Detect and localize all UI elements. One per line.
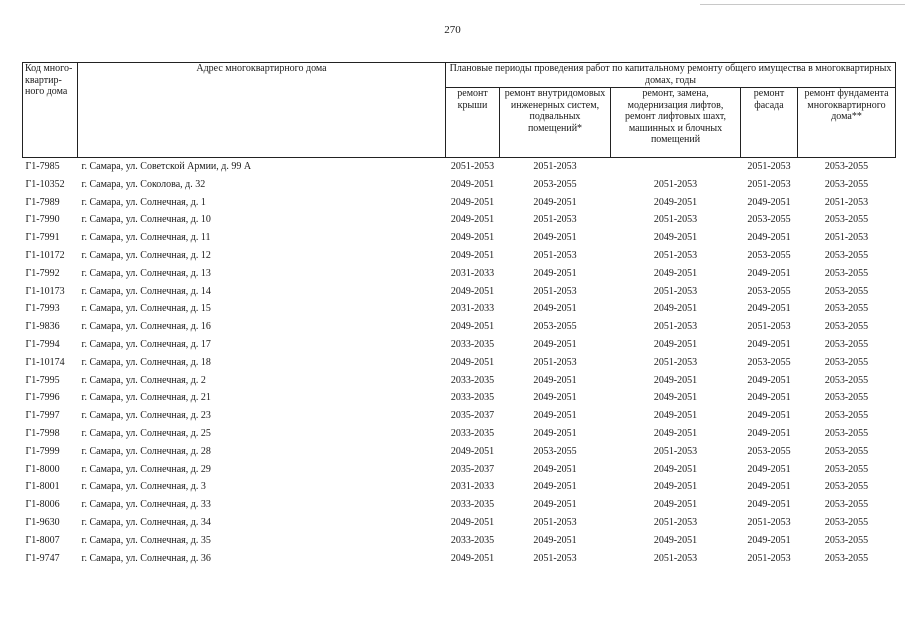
cell-foundation: 2053-2055 — [824, 214, 869, 226]
table-row — [23, 247, 896, 265]
cell-elevator: 2051-2053 — [653, 516, 698, 528]
cell-elevator: 2049-2051 — [653, 427, 698, 439]
cell-code: Г1-8007 — [25, 534, 60, 546]
cell-address: г. Самара, ул. Солнечная, д. 12 — [81, 249, 211, 261]
cell-foundation: 2053-2055 — [824, 303, 869, 315]
cell-engineering: 2049-2051 — [533, 481, 577, 493]
cell-facade: 2049-2051 — [747, 232, 791, 244]
cell-address: г. Самара, ул. Солнечная, д. 36 — [81, 552, 211, 564]
cell-foundation: 2053-2055 — [824, 410, 869, 422]
header-periods: Плановые периоды проведения работ по капитальному ремонту общего имущества в многоквартирных домах, годы — [446, 63, 896, 88]
header-engineering: ремонт внутридомовых инженерных систем, подвальных помещений* — [500, 88, 611, 158]
cell-elevator: 2049-2051 — [653, 267, 698, 279]
cell-foundation: 2053-2055 — [824, 249, 869, 261]
cell-code: Г1-7994 — [25, 338, 60, 350]
cell-facade: 2053-2055 — [747, 356, 791, 368]
cell-address: г. Самара, ул. Солнечная, д. 29 — [81, 463, 211, 475]
cell-elevator: 2051-2053 — [653, 445, 698, 457]
cell-elevator: 2051-2053 — [653, 214, 698, 226]
header-address: Адрес многоквартирного дома — [78, 63, 446, 158]
table-row — [23, 158, 896, 176]
cell-engineering: 2049-2051 — [533, 392, 577, 404]
header-code: Код много-квартир-ного дома — [23, 63, 78, 158]
table-row — [23, 300, 896, 318]
header-roof: ремонт крыши — [446, 88, 500, 158]
table-row — [23, 211, 896, 229]
cell-facade: 2049-2051 — [747, 481, 791, 493]
table-row — [23, 407, 896, 425]
table-row — [23, 514, 896, 532]
cell-elevator: 2051-2053 — [653, 285, 698, 297]
cell-facade: 2053-2055 — [747, 285, 791, 297]
cell-elevator: 2049-2051 — [653, 463, 698, 475]
cell-address: г. Самара, ул. Советской Армии, д. 99 А — [81, 161, 252, 172]
cell-roof: 2035-2037 — [450, 410, 495, 422]
table-row — [23, 229, 896, 247]
cell-engineering: 2049-2051 — [533, 410, 577, 422]
table-row — [23, 425, 896, 443]
cell-code: Г1-8000 — [25, 463, 60, 475]
scan-edge-line — [700, 4, 905, 5]
cell-foundation: 2053-2055 — [824, 516, 869, 528]
cell-elevator: 2049-2051 — [653, 392, 698, 404]
cell-elevator: 2051-2053 — [653, 249, 698, 261]
cell-roof: 2049-2051 — [450, 214, 495, 226]
cell-facade: 2053-2055 — [747, 445, 791, 457]
cell-address: г. Самара, ул. Солнечная, д. 28 — [81, 445, 211, 457]
cell-foundation: 2053-2055 — [824, 178, 869, 190]
cell-address: г. Самара, ул. Солнечная, д. 33 — [81, 499, 211, 511]
cell-foundation: 2053-2055 — [824, 445, 869, 457]
cell-code: Г1-7992 — [25, 267, 60, 279]
cell-foundation: 2053-2055 — [824, 552, 869, 564]
cell-address: г. Самара, ул. Солнечная, д. 17 — [81, 338, 211, 350]
cell-elevator: 2051-2053 — [653, 178, 698, 190]
table-header — [23, 63, 896, 158]
cell-roof: 2051-2053 — [450, 161, 495, 172]
cell-engineering: 2051-2053 — [533, 552, 577, 564]
cell-engineering: 2049-2051 — [533, 534, 577, 546]
cell-foundation: 2053-2055 — [824, 534, 869, 546]
cell-address: г. Самара, ул. Солнечная, д. 10 — [81, 214, 211, 226]
cell-elevator: 2049-2051 — [653, 196, 698, 208]
cell-facade: 2051-2053 — [747, 161, 791, 172]
table-row — [23, 532, 896, 550]
cell-code: Г1-7989 — [25, 196, 60, 208]
cell-foundation: 2053-2055 — [824, 427, 869, 439]
cell-roof: 2049-2051 — [450, 516, 495, 528]
repair-schedule-table — [22, 62, 896, 567]
cell-roof: 2031-2033 — [450, 267, 495, 279]
cell-engineering: 2051-2053 — [533, 214, 577, 226]
cell-engineering: 2049-2051 — [533, 303, 577, 315]
cell-facade: 2051-2053 — [747, 321, 791, 333]
cell-roof: 2033-2035 — [450, 392, 495, 404]
cell-foundation: 2051-2053 — [824, 232, 869, 244]
cell-code: Г1-7985 — [25, 161, 60, 172]
cell-code: Г1-7991 — [25, 232, 60, 244]
cell-roof: 2033-2035 — [450, 499, 495, 511]
cell-facade: 2051-2053 — [747, 178, 791, 190]
cell-address: г. Самара, ул. Солнечная, д. 34 — [81, 516, 211, 528]
cell-facade: 2049-2051 — [747, 427, 791, 439]
cell-code: Г1-9836 — [25, 321, 60, 333]
cell-facade: 2049-2051 — [747, 267, 791, 279]
cell-code: Г1-7999 — [25, 445, 60, 457]
table-row — [23, 318, 896, 336]
table-row — [23, 372, 896, 390]
cell-elevator: 2049-2051 — [653, 534, 698, 546]
cell-code: Г1-10172 — [25, 249, 65, 261]
cell-roof: 2049-2051 — [450, 196, 495, 208]
cell-elevator: 2049-2051 — [653, 499, 698, 511]
cell-roof: 2049-2051 — [450, 356, 495, 368]
table-row — [23, 478, 896, 496]
cell-foundation: 2053-2055 — [824, 161, 869, 172]
cell-engineering: 2053-2055 — [533, 178, 577, 190]
table-row — [23, 461, 896, 479]
cell-facade: 2049-2051 — [747, 303, 791, 315]
cell-code: Г1-8001 — [25, 481, 60, 493]
cell-foundation: 2053-2055 — [824, 392, 869, 404]
table-row — [23, 194, 896, 212]
cell-code: Г1-10173 — [25, 285, 65, 297]
cell-code: Г1-7998 — [25, 427, 60, 439]
cell-address: г. Самара, ул. Солнечная, д. 14 — [81, 285, 211, 297]
cell-code: Г1-9630 — [25, 516, 60, 528]
cell-elevator: 2051-2053 — [653, 321, 698, 333]
table-row — [23, 336, 896, 354]
page-number: 270 — [444, 24, 461, 36]
cell-elevator: 2049-2051 — [653, 481, 698, 493]
cell-engineering: 2049-2051 — [533, 427, 577, 439]
cell-elevator: 2049-2051 — [653, 338, 698, 350]
cell-address: г. Самара, ул. Солнечная, д. 15 — [81, 303, 211, 315]
cell-facade: 2051-2053 — [747, 552, 791, 564]
cell-address: г. Самара, ул. Солнечная, д. 11 — [81, 232, 211, 244]
cell-facade: 2049-2051 — [747, 338, 791, 350]
cell-engineering: 2049-2051 — [533, 196, 577, 208]
table-row — [23, 283, 896, 301]
cell-engineering: 2051-2053 — [533, 356, 577, 368]
cell-roof: 2049-2051 — [450, 178, 495, 190]
cell-foundation: 2053-2055 — [824, 499, 869, 511]
cell-code: Г1-9747 — [25, 552, 60, 564]
table-row — [23, 496, 896, 514]
cell-code: Г1-7997 — [25, 410, 60, 422]
cell-engineering: 2049-2051 — [533, 338, 577, 350]
cell-engineering: 2049-2051 — [533, 499, 577, 511]
cell-facade: 2053-2055 — [747, 249, 791, 261]
table-row — [23, 354, 896, 372]
cell-code: Г1-7995 — [25, 374, 60, 386]
cell-roof: 2049-2051 — [450, 321, 495, 333]
cell-roof: 2033-2035 — [450, 534, 495, 546]
cell-roof: 2033-2035 — [450, 374, 495, 386]
repair-schedule-table-wrap — [22, 62, 895, 567]
table-row — [23, 389, 896, 407]
cell-foundation: 2053-2055 — [824, 481, 869, 493]
cell-foundation: 2053-2055 — [824, 267, 869, 279]
cell-roof: 2031-2033 — [450, 481, 495, 493]
cell-address: г. Самара, ул. Солнечная, д. 2 — [81, 374, 206, 386]
cell-code: Г1-7993 — [25, 303, 60, 315]
cell-engineering: 2049-2051 — [533, 463, 577, 475]
cell-address: г. Самара, ул. Солнечная, д. 1 — [81, 196, 206, 208]
cell-roof: 2035-2037 — [450, 463, 495, 475]
cell-elevator — [611, 158, 741, 176]
header-facade: ремонт фасада — [741, 88, 798, 158]
cell-roof: 2049-2051 — [450, 285, 495, 297]
cell-engineering: 2051-2053 — [533, 249, 577, 261]
cell-roof: 2049-2051 — [450, 552, 495, 564]
cell-code: Г1-8006 — [25, 499, 60, 511]
cell-code: Г1-10352 — [25, 178, 65, 190]
cell-address: г. Самара, ул. Солнечная, д. 3 — [81, 481, 206, 493]
cell-code: Г1-10174 — [25, 356, 65, 368]
cell-engineering: 2049-2051 — [533, 267, 577, 279]
header-elevator: ремонт, замена, модернизация лифтов, ремонт лифтовых шахт, машинных и блочных помещений — [611, 88, 741, 158]
cell-address: г. Самара, ул. Солнечная, д. 21 — [81, 392, 211, 404]
cell-roof: 2049-2051 — [450, 445, 495, 457]
cell-address: г. Самара, ул. Солнечная, д. 18 — [81, 356, 211, 368]
cell-roof: 2049-2051 — [450, 232, 495, 244]
cell-facade: 2049-2051 — [747, 196, 791, 208]
cell-code: Г1-7996 — [25, 392, 60, 404]
table-body — [23, 158, 896, 568]
cell-roof: 2033-2035 — [450, 338, 495, 350]
table-row — [23, 550, 896, 568]
cell-foundation: 2053-2055 — [824, 321, 869, 333]
cell-roof: 2033-2035 — [450, 427, 495, 439]
cell-engineering: 2049-2051 — [533, 232, 577, 244]
cell-facade: 2049-2051 — [747, 374, 791, 386]
cell-facade: 2051-2053 — [747, 516, 791, 528]
cell-code: Г1-7990 — [25, 214, 60, 226]
cell-facade: 2049-2051 — [747, 499, 791, 511]
cell-roof: 2031-2033 — [450, 303, 495, 315]
cell-elevator: 2049-2051 — [653, 232, 698, 244]
cell-facade: 2049-2051 — [747, 392, 791, 404]
cell-elevator: 2049-2051 — [653, 303, 698, 315]
cell-engineering: 2051-2053 — [533, 161, 577, 172]
cell-foundation: 2053-2055 — [824, 463, 869, 475]
cell-engineering: 2051-2053 — [533, 516, 577, 528]
header-foundation: ремонт фундамента многоквартирного дома** — [798, 88, 896, 158]
cell-roof: 2049-2051 — [450, 249, 495, 261]
cell-elevator: 2049-2051 — [653, 374, 698, 386]
cell-engineering: 2053-2055 — [533, 321, 577, 333]
cell-address: г. Самара, ул. Солнечная, д. 23 — [81, 410, 211, 422]
cell-address: г. Самара, ул. Соколова, д. 32 — [81, 178, 206, 190]
cell-elevator: 2049-2051 — [653, 410, 698, 422]
cell-address: г. Самара, ул. Солнечная, д. 16 — [81, 321, 211, 333]
cell-address: г. Самара, ул. Солнечная, д. 25 — [81, 427, 211, 439]
table-row — [23, 443, 896, 461]
cell-address: г. Самара, ул. Солнечная, д. 13 — [81, 267, 211, 279]
table-row — [23, 265, 896, 283]
cell-facade: 2049-2051 — [747, 534, 791, 546]
table-row — [23, 176, 896, 194]
cell-elevator: 2051-2053 — [653, 552, 698, 564]
cell-engineering: 2051-2053 — [533, 285, 577, 297]
cell-engineering: 2049-2051 — [533, 374, 577, 386]
cell-facade: 2053-2055 — [747, 214, 791, 226]
cell-foundation: 2053-2055 — [824, 285, 869, 297]
cell-facade: 2049-2051 — [747, 410, 791, 422]
cell-foundation: 2053-2055 — [824, 356, 869, 368]
cell-elevator: 2051-2053 — [653, 356, 698, 368]
cell-engineering: 2053-2055 — [533, 445, 577, 457]
cell-foundation: 2053-2055 — [824, 374, 869, 386]
cell-foundation: 2051-2053 — [824, 196, 869, 208]
cell-facade: 2049-2051 — [747, 463, 791, 475]
cell-address: г. Самара, ул. Солнечная, д. 35 — [81, 534, 211, 546]
cell-foundation: 2053-2055 — [824, 338, 869, 350]
